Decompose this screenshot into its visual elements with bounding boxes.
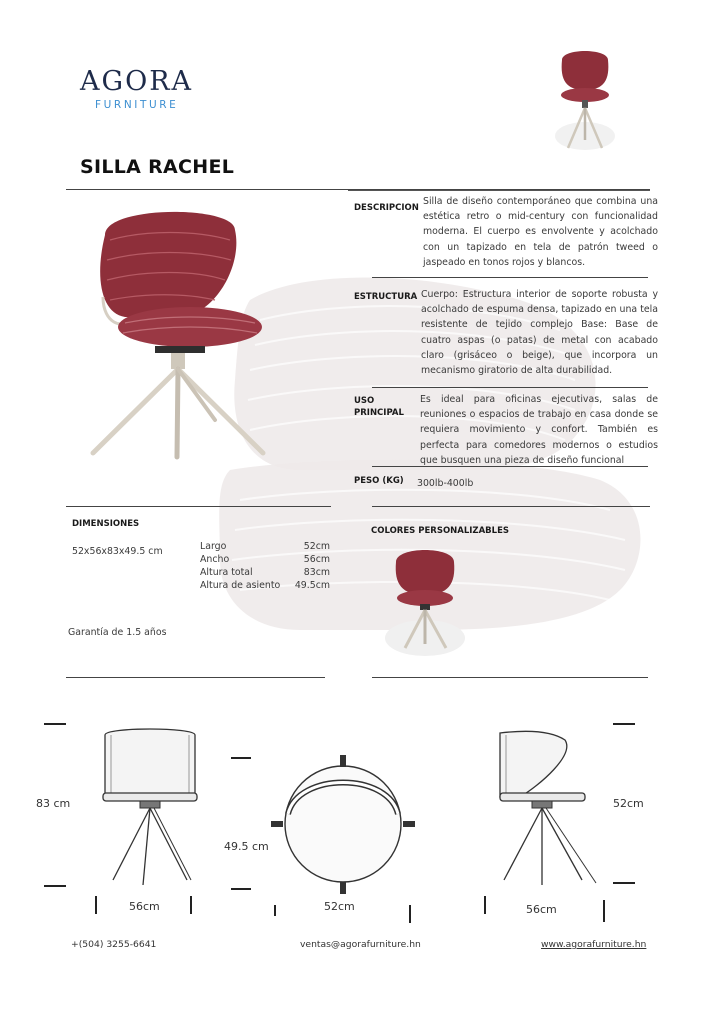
top-width-label: 52cm [324, 900, 355, 913]
side-width-label: 56cm [526, 903, 557, 916]
brand-logo: AGORA [80, 66, 194, 97]
peso-label: PESO (KG) [354, 476, 404, 486]
dimension-tick [274, 905, 276, 916]
dimensiones-label: DIMENSIONES [72, 519, 140, 529]
estructura-label: ESTRUCTURA [354, 292, 418, 302]
dim-name: Altura de asiento [200, 580, 281, 591]
front-width-label: 56cm [129, 900, 160, 913]
top-view-drawing [268, 752, 418, 897]
spec-divider [372, 387, 648, 388]
dim-value: 52cm [303, 541, 330, 552]
product-title: SILLA RACHEL [80, 156, 235, 178]
dimension-tick [409, 905, 411, 923]
dim-value: 49.5cm [294, 580, 330, 591]
spec-divider [372, 466, 648, 467]
top-seat-height-label: 49.5 cm [224, 840, 269, 853]
dim-name: Ancho [200, 554, 230, 565]
colores-label: COLORES PERSONALIZABLES [371, 526, 510, 536]
dimension-tick [190, 896, 192, 914]
brand-logo-sub: FURNITURE [95, 99, 179, 111]
footer-website-link[interactable]: www.agorafurniture.hn [541, 939, 647, 950]
side-depth-label: 52cm [613, 797, 644, 810]
dimension-tick [95, 896, 97, 914]
dim-name: Largo [200, 541, 227, 552]
uso-label-line2: PRINCIPAL [354, 408, 404, 418]
dimensiones-summary: 52x56x83x49.5 cm [72, 546, 163, 557]
spec-divider [372, 277, 648, 278]
uso-label-line1: USO [354, 396, 375, 406]
dimension-tick [603, 900, 605, 922]
spec-divider [372, 506, 650, 507]
dimension-tick [231, 888, 251, 890]
dimension-tick [44, 723, 66, 725]
footer-phone: +(504) 3255-6641 [71, 939, 157, 950]
dim-divider [66, 677, 325, 678]
dimension-tick [231, 757, 251, 759]
dimension-tick [484, 896, 486, 914]
dimension-tick [613, 882, 635, 884]
dimension-tick [44, 885, 66, 887]
spec-divider [348, 190, 650, 191]
descripcion-label: DESCRIPCION [354, 203, 419, 213]
peso-value: 300lb-400lb [417, 478, 474, 489]
descripcion-text: Silla de diseño contemporáneo que combina una estética retro o mid-century con funcionalidad moderna. El cuerpo es envolvente y acolchado con un tapizado en tela de patrón tweed o jaspeado en tonos rojos y blancos. [423, 196, 658, 268]
dim-name: Altura total [200, 567, 253, 578]
chair-thumbnail-top [548, 40, 623, 158]
dim-value: 83cm [303, 567, 330, 578]
chair-main-image [85, 205, 270, 465]
side-view-drawing [490, 725, 610, 890]
dim-divider [66, 506, 331, 507]
dimension-tick [613, 723, 635, 725]
front-view-drawing [95, 725, 205, 890]
footer-email[interactable]: ventas@agorafurniture.hn [300, 939, 421, 950]
colores-divider [372, 677, 648, 678]
estructura-text: Cuerpo: Estructura interior de soporte robusta y acolchado de espuma densa, tapizado en una tela resistente de tejido complejo Base: Base de cuatro aspas (o patas) de metal con acabado claro (grisáceo o beige), que incorpora un mecanismo giratorio de alta durabilidad. [421, 289, 658, 377]
garantia-text: Garantía de 1.5 años [68, 627, 167, 638]
uso-text: Es ideal para oficinas ejecutivas, salas de reuniones o espacios de trabajo en casa donde se requiera movimiento y confort. También es perfecta para comedores modernos o estudios que busquen una pieza de diseño funcional [420, 394, 658, 466]
dim-value: 56cm [303, 554, 330, 565]
color-swatch-chair [380, 540, 470, 660]
front-height-label: 83 cm [36, 797, 71, 810]
